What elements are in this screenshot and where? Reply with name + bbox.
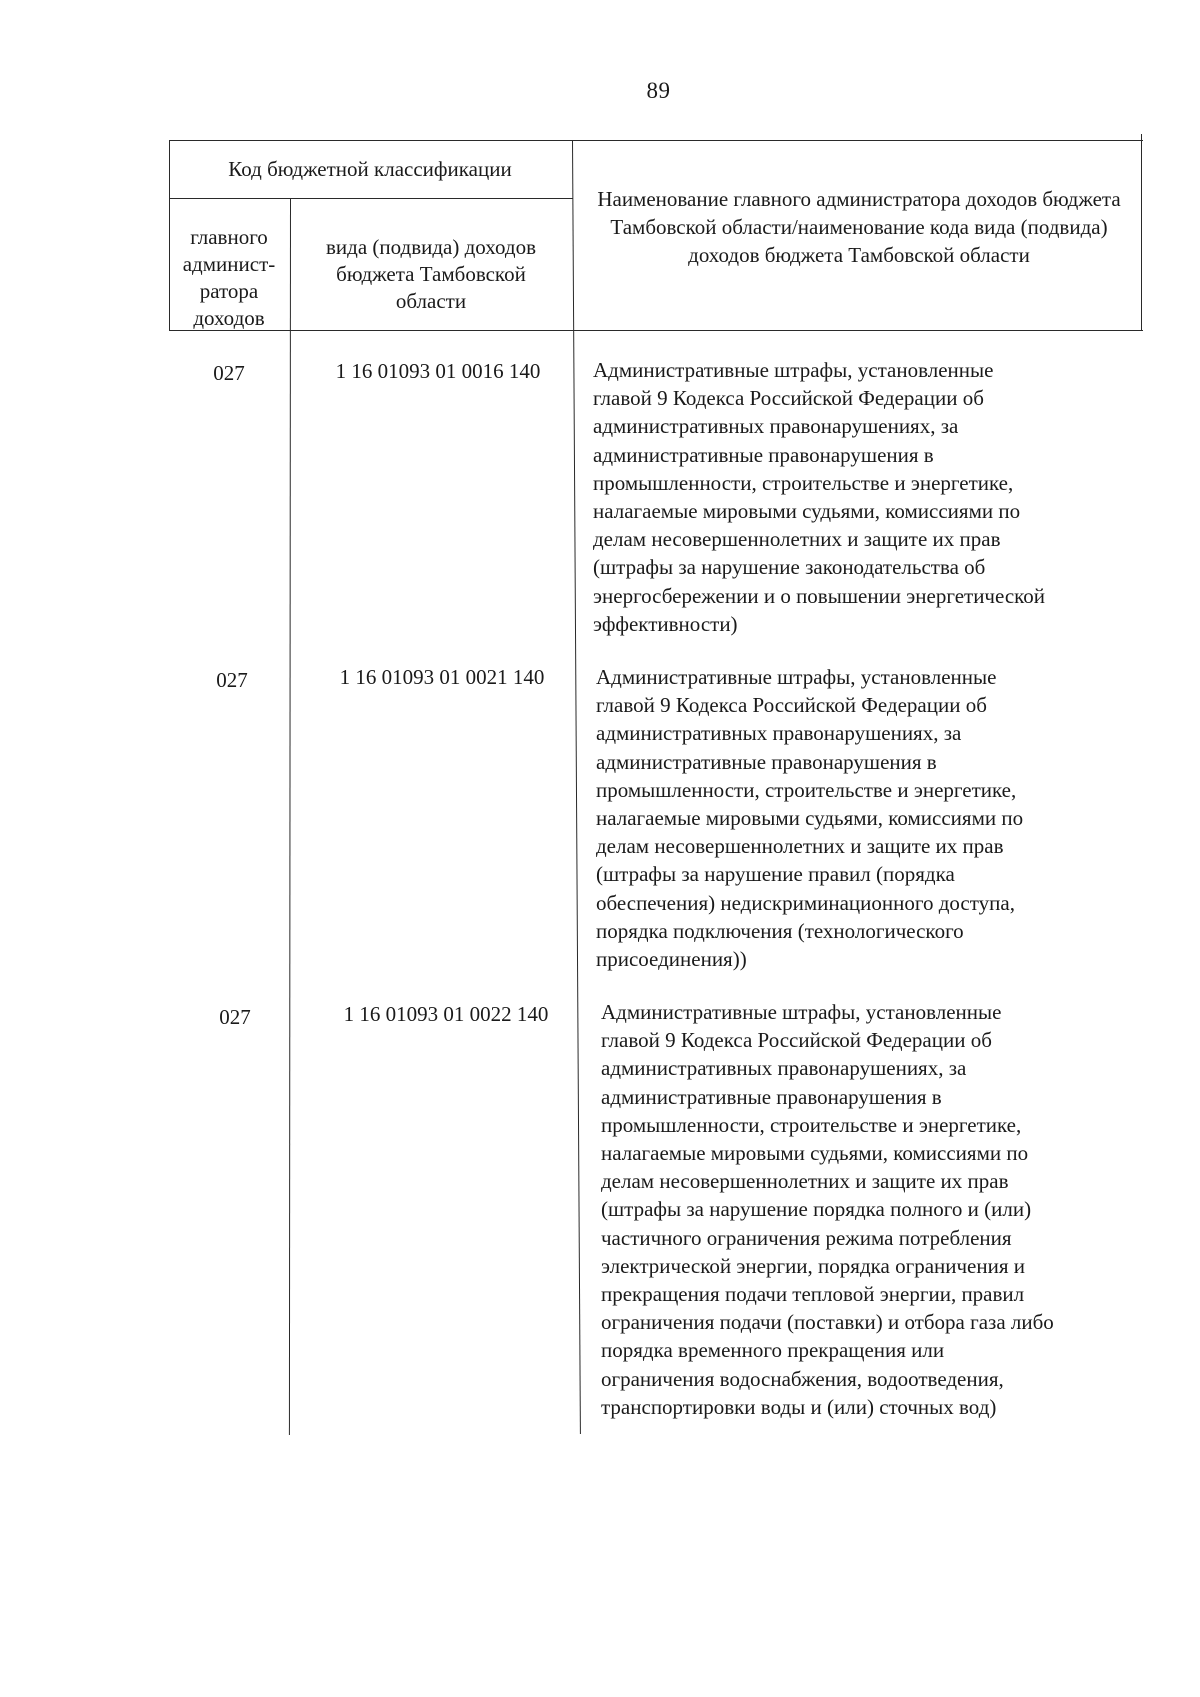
row-2-line-9: обеспечения) недискриминационного доступа,	[596, 890, 1015, 915]
header-bottom-border	[169, 330, 1143, 331]
row-1-description	[593, 356, 1123, 638]
header-kind-text: вида (подвида) доходов бюджета Тамбовской области	[326, 235, 536, 313]
row-3-line-12: ограничения подачи (поставки) и отбора газа либо	[601, 1310, 1054, 1335]
row-1-line-8: (штрафы за нарушение законодательства об	[593, 555, 986, 580]
row-3-line-5: промышленности, строительстве и энергетике,	[601, 1112, 1022, 1137]
row-3-line-1: Административные штрафы, установленные	[601, 1000, 1002, 1024]
header-top-border	[169, 140, 1143, 141]
header-name-column	[574, 185, 1144, 269]
row-3-description	[601, 998, 1131, 1421]
row-3-income-code: 1 16 01093 01 0022 140	[343, 1002, 549, 1026]
row-1-line-7: делам несовершеннолетних и защите их прав	[593, 527, 1001, 552]
row-3-line-2: главой 9 Кодекса Российской Федерации об	[601, 1028, 992, 1053]
row-2-line-6: налагаемые мировыми судьями, комиссиями по	[596, 806, 1024, 831]
header-admin-column	[169, 224, 289, 332]
row-2-line-10: порядка подключения (технологического	[596, 918, 964, 943]
row-2-line-5: промышленности, строительстве и энергетике,	[596, 777, 1017, 802]
row-3-line-8: (штрафы за нарушение порядка полного и (или)	[601, 1197, 1032, 1222]
row-3-line-13: порядка временного прекращения или	[601, 1338, 945, 1363]
row-1-line-1: Административные штрафы, установленные	[593, 358, 994, 382]
row-2-line-4: административные правонарушения в	[596, 749, 937, 774]
row-3-line-3: административных правонарушениях, за	[601, 1056, 967, 1081]
row-1-line-3: административных правонарушениях, за	[593, 414, 959, 439]
row-1-line-10: эффективности)	[593, 611, 738, 636]
row-2-line-2: главой 9 Кодекса Российской Федерации об	[596, 693, 987, 718]
row-2-line-7: делам несовершеннолетних и защите их прав	[596, 834, 1004, 859]
header-code-divider	[169, 198, 573, 199]
row-2-line-8: (штрафы за нарушение правил (порядка	[596, 862, 955, 887]
header-admin-text: главного админист-ратора доходов	[182, 225, 276, 330]
row-3-line-14: ограничения водоснабжения, водоотведения,	[601, 1366, 1004, 1391]
row-3-line-6: налагаемые мировыми судьями, комиссиями по	[601, 1141, 1029, 1166]
row-1-income-code: 1 16 01093 01 0016 140	[335, 359, 541, 383]
row-3-line-7: делам несовершеннолетних и защите их прав	[601, 1169, 1009, 1194]
row-3-admin-code: 027	[219, 1005, 251, 1029]
header-code-group: Код бюджетной классификации	[228, 157, 512, 181]
column-separator-1	[289, 198, 291, 1435]
row-1-line-5: промышленности, строительстве и энергетике,	[593, 470, 1014, 495]
row-3-line-9: частичного ограничения режима потребления	[601, 1225, 1012, 1250]
row-3-line-11: прекращения подачи тепловой энергии, правил	[601, 1282, 1025, 1307]
row-1-line-4: административные правонарушения в	[593, 442, 934, 467]
row-2-line-1: Административные штрафы, установленные	[596, 665, 997, 689]
row-2-line-3: административных правонарушениях, за	[596, 721, 962, 746]
row-3-line-15: транспортировки воды и (или) сточных вод)	[601, 1394, 997, 1419]
row-3-line-4: административные правонарушения в	[601, 1084, 942, 1109]
row-1-admin-code: 027	[213, 361, 245, 385]
header-kind-column	[291, 234, 571, 315]
row-2-line-11: присоединения))	[596, 947, 747, 972]
row-2-admin-code: 027	[216, 668, 248, 692]
row-2-income-code: 1 16 01093 01 0021 140	[339, 665, 545, 689]
row-2-description	[596, 663, 1126, 973]
header-name-text: Наименование главного администратора доходов бюджета Тамбовской области/наименование кода вида (подвида) доходов бюджета Тамбовской области	[597, 187, 1121, 267]
column-separator-2	[572, 140, 581, 1434]
row-1-line-6: налагаемые мировыми судьями, комиссиями по	[593, 499, 1021, 524]
row-1-line-9: энергосбережении и о повышении энергетической	[593, 583, 1046, 608]
row-3-line-10: электрической энергии, порядка ограничения и	[601, 1253, 1025, 1278]
row-1-line-2: главой 9 Кодекса Российской Федерации об	[593, 386, 984, 411]
budget-classification-table	[169, 134, 1143, 1436]
page-number: 89	[646, 78, 671, 103]
